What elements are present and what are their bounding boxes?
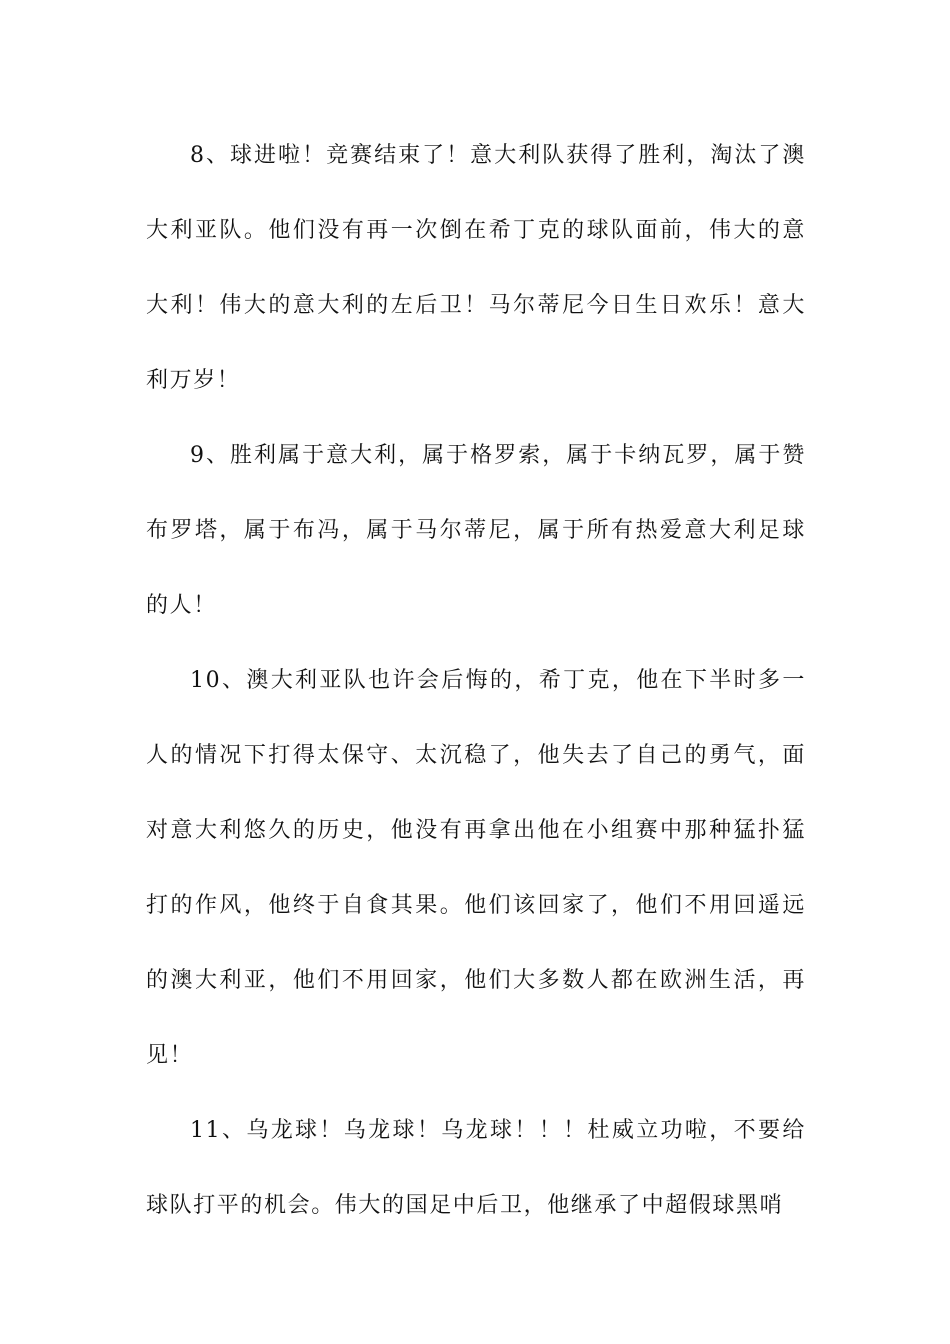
paragraph-8: 8、球进啦！竞赛结束了！意大利队获得了胜利，淘汰了澳大利亚队。他们没有再一次倒在希丁克的球队面前，伟大的意大利！伟大的意大利的左后卫！马尔蒂尼今日生日欢乐！意大利万岁！ (146, 143, 806, 393)
paragraph-11: 11、乌龙球！乌龙球！乌龙球！！！杜威立功啦，不要给球队打平的机会。伟大的国足中后卫，他继承了中超假球黑哨 (146, 1118, 806, 1218)
document-body (146, 118, 806, 1243)
paragraph-10: 10、澳大利亚队也许会后悔的，希丁克，他在下半时多一人的情况下打得太保守、太沉稳了，他失去了自己的勇气，面对意大利悠久的历史，他没有再拿出他在小组赛中那种猛扑猛打的作风，他终于自食其果。他们该回家了，他们不用回遥远的澳大利亚，他们不用回家，他们大多数人都在欧洲生活，再见！ (146, 668, 806, 1068)
paragraph-9: 9、胜利属于意大利，属于格罗索，属于卡纳瓦罗，属于赞布罗塔，属于布冯，属于马尔蒂尼，属于所有热爱意大利足球的人！ (146, 443, 806, 618)
